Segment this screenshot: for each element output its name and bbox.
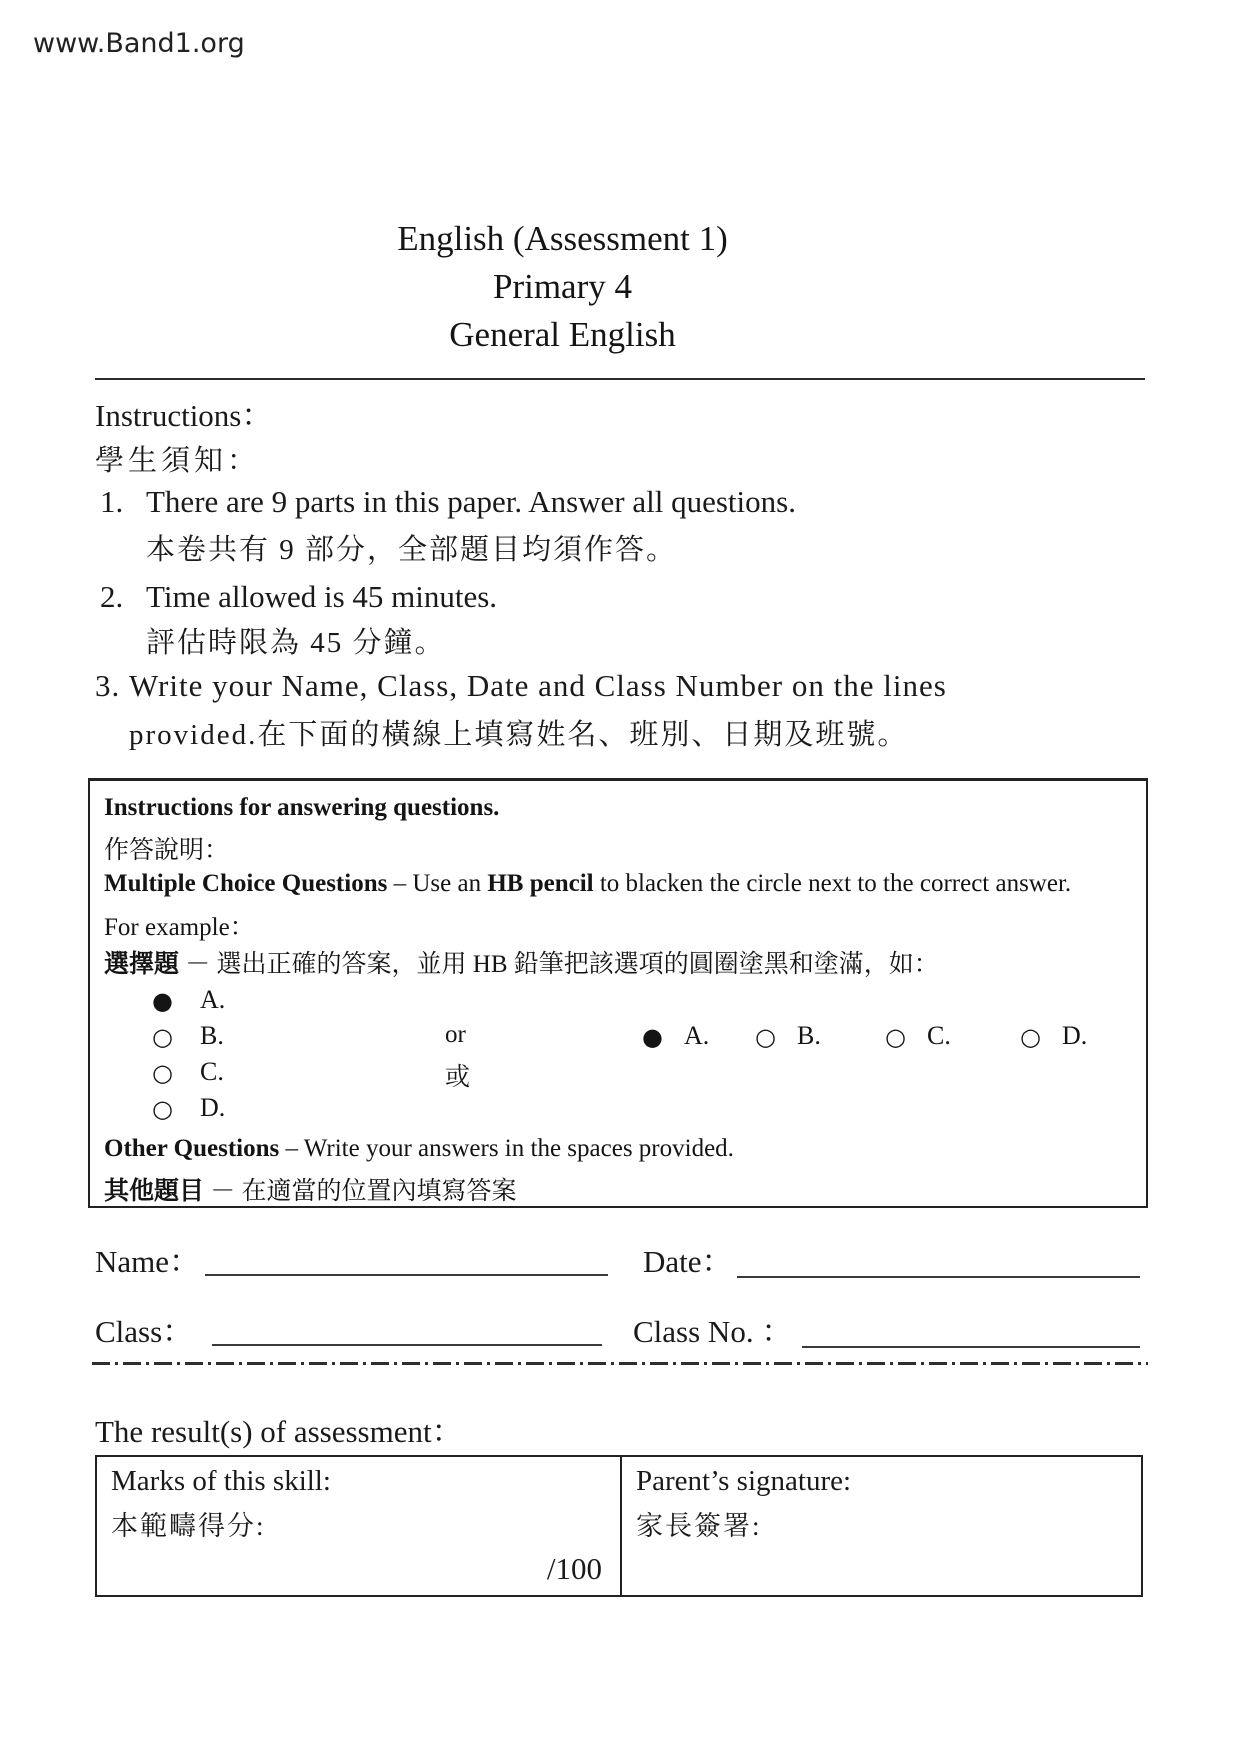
option-a-horizontal-bubble-icon: ●	[642, 1023, 663, 1051]
option-b-horizontal-bubble-icon: ○	[755, 1023, 776, 1051]
class-no-field-label: Class No. ：	[633, 1314, 793, 1349]
other-questions-zh-bold: 其他題目	[104, 1178, 205, 1205]
signature-label-zh: 家長簽署:	[636, 1511, 762, 1541]
or-label-en: or	[445, 1021, 466, 1048]
option-b-horizontal-label: B.	[797, 1021, 821, 1050]
option-d-horizontal-bubble-icon: ○	[1020, 1023, 1041, 1051]
class-fill-line	[212, 1344, 602, 1346]
other-questions-rest: – Write your answers in the spaces provided.	[279, 1135, 734, 1162]
option-d-vertical-label: D.	[200, 1093, 226, 1122]
name-fill-line	[205, 1274, 608, 1276]
other-questions-zh-rest: － 在適當的位置內填寫答案	[204, 1178, 517, 1205]
instruction-item-3-zh: provided.在下面的橫線上填寫姓名、班別、日期及班號。	[129, 719, 909, 751]
item-1-number: 1.	[100, 484, 124, 519]
box-heading-zh: 作答說明：	[104, 837, 230, 864]
for-example-label: For example：	[104, 914, 255, 941]
dash-dot-separator	[92, 1362, 1148, 1365]
class-no-fill-line	[802, 1346, 1140, 1348]
signature-label-en: Parent’s signature:	[636, 1465, 852, 1497]
instructions-heading-en: Instructions：	[95, 398, 273, 433]
item-2-text-en: Time allowed is 45 minutes.	[146, 579, 498, 614]
option-c-vertical-label: C.	[200, 1057, 224, 1086]
mc-instruction-rest: to blacken the circle next to the correct answer.	[593, 870, 1072, 897]
date-fill-line	[737, 1276, 1140, 1278]
option-c-horizontal-label: C.	[927, 1021, 951, 1050]
mc-instruction-zh-bold: 選擇題	[104, 951, 180, 978]
option-d-horizontal-label: D.	[1062, 1021, 1088, 1050]
date-field-label: Date：	[643, 1244, 733, 1279]
name-field-label: Name：	[95, 1244, 201, 1279]
result-table	[95, 1455, 1143, 1597]
mc-instruction-bold: Multiple Choice Questions	[104, 870, 388, 897]
other-questions-bold: Other Questions	[104, 1135, 280, 1162]
box-heading-en: Instructions for answering questions.	[104, 794, 500, 821]
mc-instruction-zh	[104, 944, 939, 980]
mc-instruction-line	[104, 870, 1071, 898]
instruction-item-1-en	[100, 484, 796, 520]
marks-cell	[97, 1457, 622, 1595]
instruction-item-2-en	[100, 579, 497, 615]
option-d-vertical-bubble-icon: ○	[152, 1095, 173, 1123]
paper-title-grade: Primary 4	[492, 267, 632, 306]
option-b-vertical-label: B.	[200, 1021, 224, 1050]
class-field-label: Class：	[95, 1314, 194, 1349]
mc-instruction-mid: – Use an	[387, 870, 488, 897]
instruction-item-1-zh: 本卷共有 9 部分，全部題目均須作答。	[146, 534, 678, 566]
item-3-text-en: Write your Name, Class, Date and Class Number on the lines	[129, 668, 947, 703]
signature-cell	[622, 1457, 1141, 1595]
other-questions-zh	[104, 1171, 517, 1207]
mc-instruction-bold2: HB pencil	[487, 870, 594, 897]
option-c-horizontal-bubble-icon: ○	[885, 1023, 906, 1051]
instruction-item-2-zh: 評估時限為 45 分鐘。	[146, 627, 446, 659]
or-label-zh: 或	[445, 1064, 471, 1091]
result-section-heading: The result(s) of assessment：	[95, 1414, 463, 1449]
option-a-horizontal-label: A.	[684, 1021, 710, 1050]
answering-instructions-box	[88, 778, 1148, 1208]
option-a-vertical-label: A.	[200, 985, 226, 1014]
option-c-vertical-bubble-icon: ○	[152, 1059, 173, 1087]
title-divider-line	[95, 378, 1145, 380]
option-a-vertical-bubble-icon: ●	[152, 987, 173, 1015]
title-block	[95, 215, 1030, 359]
site-watermark: www.Band1.org	[33, 28, 245, 59]
paper-title-section: General English	[449, 315, 676, 354]
other-questions-line	[104, 1135, 734, 1163]
item-2-number: 2.	[100, 579, 124, 614]
mc-instruction-zh-rest: － 選出正確的答案，並用 HB 鉛筆把該選項的圓圈塗黑和塗滿，如：	[179, 951, 939, 978]
marks-total-value: /100	[546, 1551, 602, 1586]
option-b-vertical-bubble-icon: ○	[152, 1023, 173, 1051]
paper-title-subject: English (Assessment 1)	[397, 219, 728, 258]
marks-label-en: Marks of this skill:	[111, 1465, 331, 1497]
marks-label-zh: 本範疇得分:	[111, 1511, 266, 1541]
item-1-text-en: There are 9 parts in this paper. Answer all questions.	[146, 484, 796, 519]
instruction-item-3-en	[95, 668, 947, 704]
instructions-heading-zh: 學生須知：	[95, 445, 261, 477]
item-3-number: 3.	[95, 668, 121, 703]
